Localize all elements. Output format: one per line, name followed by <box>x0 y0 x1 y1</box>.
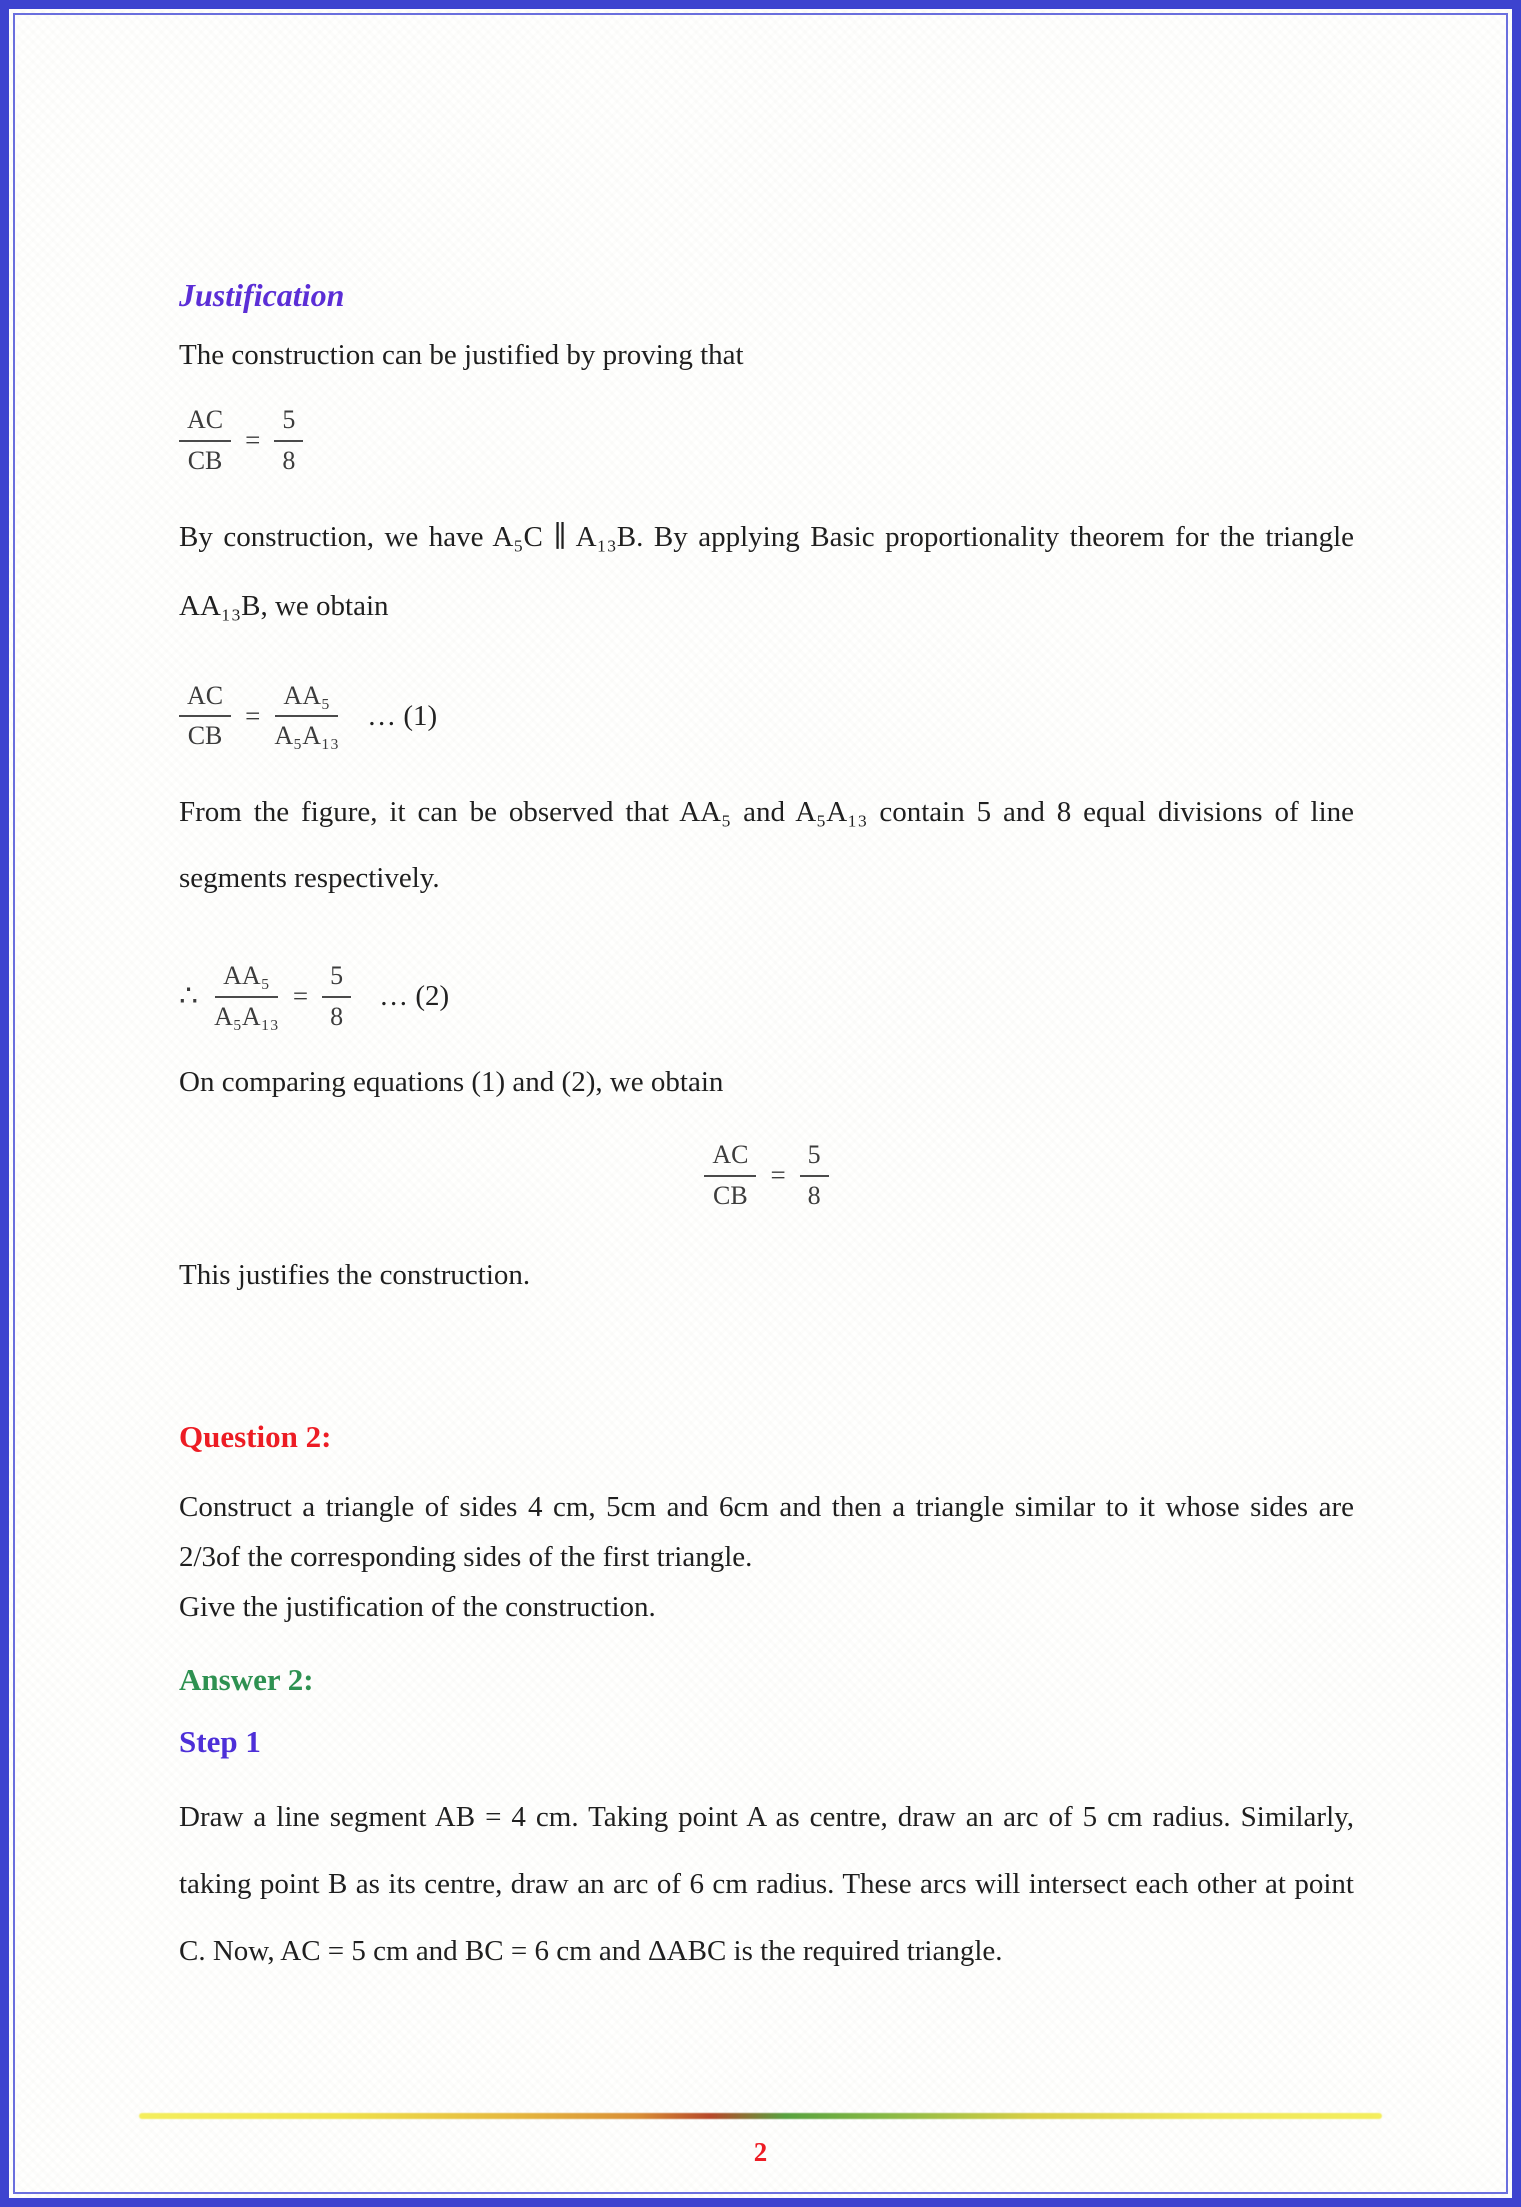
step-1-heading: Step 1 <box>179 1724 261 1760</box>
fraction <box>214 960 279 1033</box>
fraction-denominator: 8 <box>330 1001 344 1031</box>
justification-para-compare: On comparing equations (1) and (2), we obtain <box>179 1066 724 1099</box>
page-number: 2 <box>753 2137 768 2167</box>
fraction-numerator: AA₅ <box>215 960 278 998</box>
fraction <box>179 680 231 753</box>
equation-result <box>179 1139 1354 1212</box>
equals-sign: = <box>292 981 309 1012</box>
justification-heading: Justification <box>179 277 345 313</box>
fraction-numerator: 5 <box>322 960 351 998</box>
question-2-body: Construct a triangle of sides 4 cm, 5cm and 6cm and then a triangle similar to it whose sides are 2/3of the corresponding sides of the first triangle. <box>179 1490 1354 1573</box>
justification-para-figure: From the figure, it can be observed that AA₅ and A₅A₁₃ contain 5 and 8 equal divisions of line segments respectively. <box>179 795 1354 895</box>
step-1-body: Draw a line segment AB = 4 cm. Taking point A as centre, draw an arc of 5 cm radius. Similarly, taking point B as its centre, draw an arc of 6 cm radius. These arcs will intersect each other at point C. Now, AC = 5 cm and BC = 6 cm and ΔABC is the required triangle. <box>179 1801 1354 1967</box>
fraction <box>274 404 303 477</box>
justification-closing: This justifies the construction. <box>179 1259 531 1292</box>
fraction-denominator: CB <box>713 1180 748 1210</box>
fraction-denominator: A₅A₁₃ <box>214 1001 279 1031</box>
justification-intro: The construction can be justified by proving that <box>179 339 744 371</box>
fraction-numerator: 5 <box>800 1139 829 1177</box>
page-content <box>9 9 1512 2198</box>
therefore-symbol: ∴ <box>179 980 199 1014</box>
fraction-denominator: CB <box>187 445 223 475</box>
fraction <box>800 1139 829 1212</box>
fraction-numerator: 5 <box>274 404 303 442</box>
page-footer <box>9 2113 1512 2168</box>
fraction-numerator: AC <box>179 680 231 718</box>
question-2-heading: Question 2: <box>179 1418 332 1454</box>
fraction-denominator: A₅A₁₃ <box>274 721 340 751</box>
equation-1 <box>179 680 1354 753</box>
answer-2-heading: Answer 2: <box>179 1662 314 1698</box>
fraction-denominator: CB <box>187 721 223 751</box>
fraction-equation-intro <box>179 404 1354 477</box>
equation-tag: … (2) <box>379 980 450 1013</box>
fraction <box>704 1139 756 1212</box>
question-2-body-line2: Give the justification of the construction. <box>179 1590 656 1623</box>
decorative-gradient-rule <box>139 2113 1382 2119</box>
equation-tag: … (1) <box>367 699 438 732</box>
justification-para-construction: By construction, we have A₅C ∥ A₁₃B. By applying Basic proportionality theorem for the triangle AA₁₃B, we obtain <box>179 521 1354 622</box>
fraction-denominator: 8 <box>807 1180 821 1210</box>
fraction <box>274 680 339 753</box>
fraction <box>322 960 351 1033</box>
equals-sign: = <box>245 700 261 731</box>
equals-sign: = <box>770 1160 786 1191</box>
fraction-numerator: AA₅ <box>275 680 338 718</box>
fraction <box>179 404 231 477</box>
equation-2 <box>179 960 1354 1033</box>
fraction-denominator: 8 <box>282 445 296 475</box>
fraction-numerator: AC <box>704 1139 756 1177</box>
fraction-numerator: AC <box>179 404 231 442</box>
equals-sign: = <box>245 425 261 456</box>
